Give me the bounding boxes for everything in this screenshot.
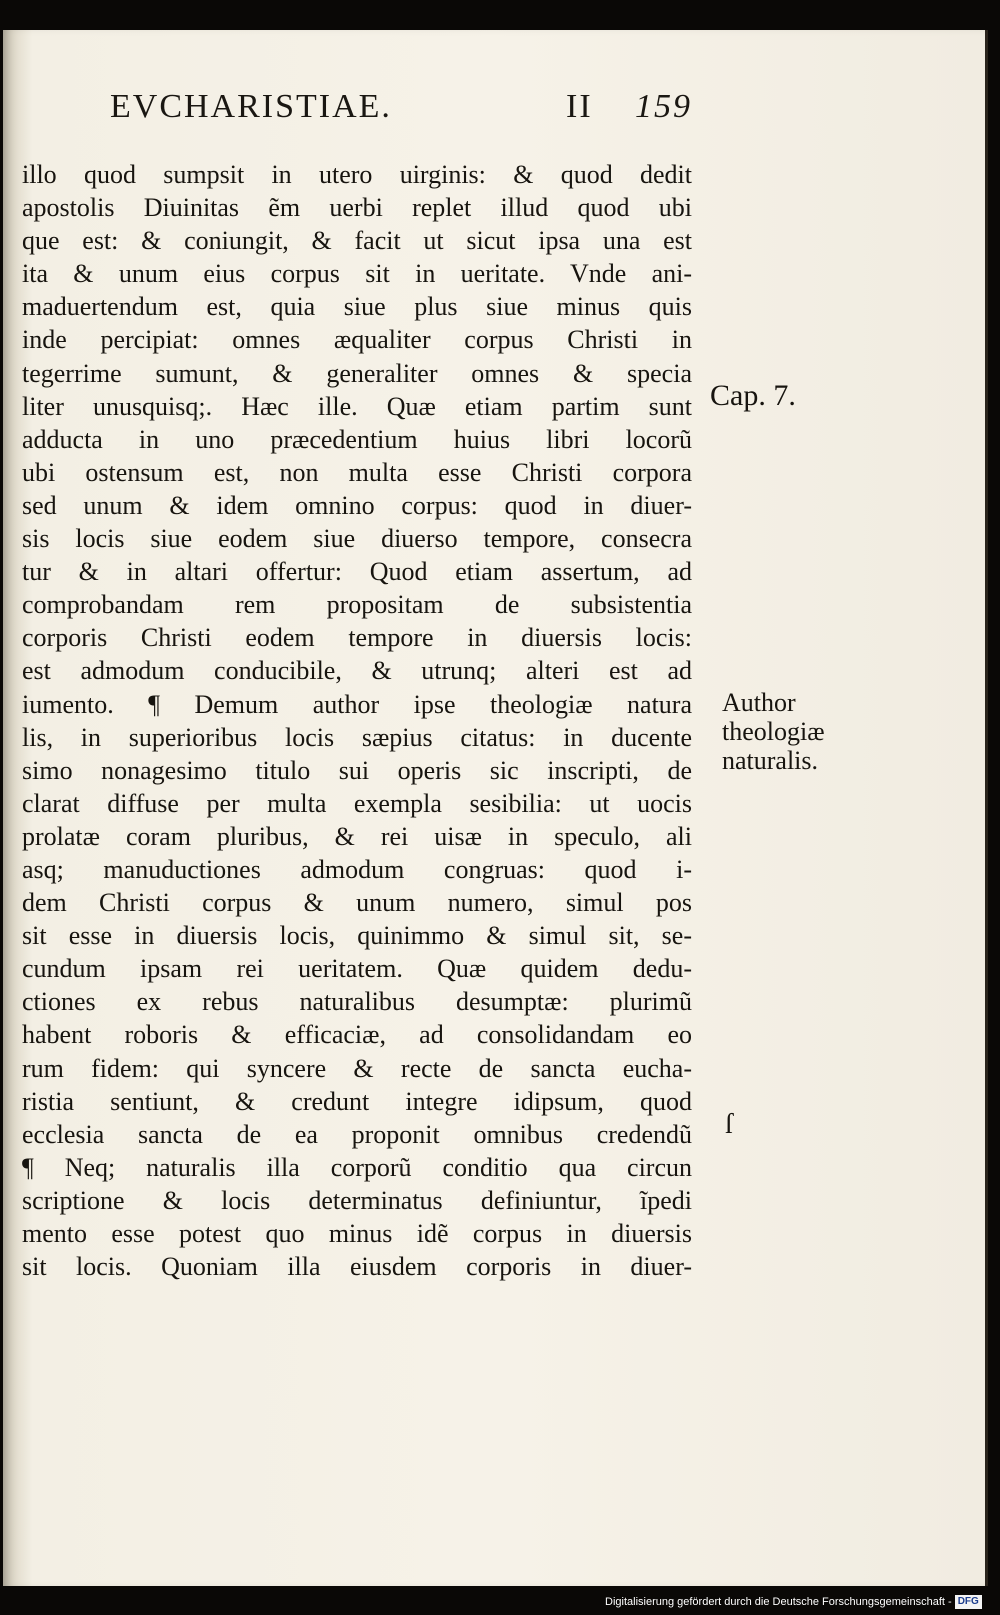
- text-line: illo quod sumpsit in utero uirginis: & quod dedit: [22, 160, 692, 189]
- text-line: clarat diffuse per multa exempla sesibilia: ut uocis: [22, 788, 692, 818]
- text-line: apostolis Diuinitas ẽm uerbi replet illud quod ubi: [22, 193, 692, 223]
- text-line: ristia sentiunt, & credunt integre idipsum, quod: [22, 1086, 692, 1116]
- margin-note-line: Author: [722, 688, 796, 717]
- text-line: sit esse in diuersis locis, quinimmo & simul sit, se-: [22, 921, 692, 951]
- text-line: habent roboris & efficaciæ, ad consolidandam eo: [22, 1020, 692, 1050]
- text-line: ita & unum eius corpus sit in ueritate. Vnde ani-: [22, 259, 692, 289]
- text-line: tur & in altari offertur: Quod etiam assertum, ad: [22, 557, 692, 587]
- margin-mark: ſ: [725, 1109, 733, 1140]
- text-line: liter unusquisq;. Hæc ille. Quæ etiam partim sunt: [22, 391, 692, 421]
- text-line: mento esse potest quo minus idẽ corpus in diuersis: [22, 1219, 692, 1248]
- text-line: rum fidem: qui syncere & recte de sancta eucha-: [22, 1053, 692, 1083]
- dfg-logo: DFG: [955, 1595, 982, 1609]
- text-line: asq; manuductiones admodum congruas: quod i-: [22, 854, 692, 884]
- text-line: maduertendum est, quia siue plus siue minus quis: [22, 292, 692, 322]
- text-line: dem Christi corpus & unum numero, simul pos: [22, 888, 692, 918]
- text-line: est admodum conducibile, & utrunq; alteri est ad: [22, 656, 692, 686]
- folio-number: 159: [635, 88, 692, 125]
- text-line: cundum ipsam rei ueritatem. Quæ quidem dedu-: [22, 954, 692, 984]
- text-line: inde percipiat: omnes æqualiter corpus Christi in: [22, 325, 692, 355]
- signature-mark: II: [566, 88, 593, 125]
- text-line: lis, in superioribus locis sæpius citatus: in ducente: [22, 722, 692, 752]
- text-line: prolatæ coram pluribus, & rei uisæ in speculo, ali: [22, 821, 692, 851]
- text-line: scriptione & locis determinatus definiuntur, ĩpedi: [22, 1185, 692, 1215]
- body-text: [22, 158, 692, 1283]
- margin-note-chapter: Cap. 7.: [710, 379, 796, 412]
- text-line: sit locis. Quoniam illa eiusdem corporis in diuer-: [22, 1252, 692, 1282]
- footer-credit: Digitalisierung gefördert durch die Deutsche Forschungsgemeinschaft -: [605, 1596, 952, 1608]
- text-line: iumento. ¶ Demum author ipse theologiæ natura: [22, 689, 692, 719]
- text-line: comprobandam rem propositam de subsistentia: [22, 590, 692, 620]
- running-title: EVCHARISTIAE.: [110, 88, 392, 125]
- margin-note-author: [722, 688, 825, 775]
- text-line: sed unum & idem omnino corpus: quod in diuer-: [22, 490, 692, 520]
- text-line: sis locis siue eodem siue diuerso tempore, consecra: [22, 524, 692, 554]
- text-line: corporis Christi eodem tempore in diuersis locis:: [22, 623, 692, 653]
- text-line: ctiones ex rebus naturalibus desumptæ: plurimũ: [22, 987, 692, 1017]
- text-line: ubi ostensum est, non multa esse Christi corpora: [22, 457, 692, 487]
- margin-note-line: naturalis.: [722, 746, 819, 775]
- text-line: que est: & coniungit, & facit ut sicut ipsa una est: [22, 226, 692, 256]
- digitization-footer: [605, 1592, 1000, 1612]
- margin-note-line: theologiæ: [722, 717, 825, 746]
- text-line: adducta in uno præcedentium huius libri locorũ: [22, 424, 692, 454]
- text-line: tegerrime sumunt, & generaliter omnes & specia: [22, 358, 692, 388]
- text-line: ¶ Neq; naturalis illa corporũ conditio qua circun: [22, 1152, 692, 1182]
- text-line: ecclesia sancta de ea proponit omnibus credendũ: [22, 1119, 692, 1149]
- text-line: simo nonagesimo titulo sui operis sic inscripti, de: [22, 755, 692, 785]
